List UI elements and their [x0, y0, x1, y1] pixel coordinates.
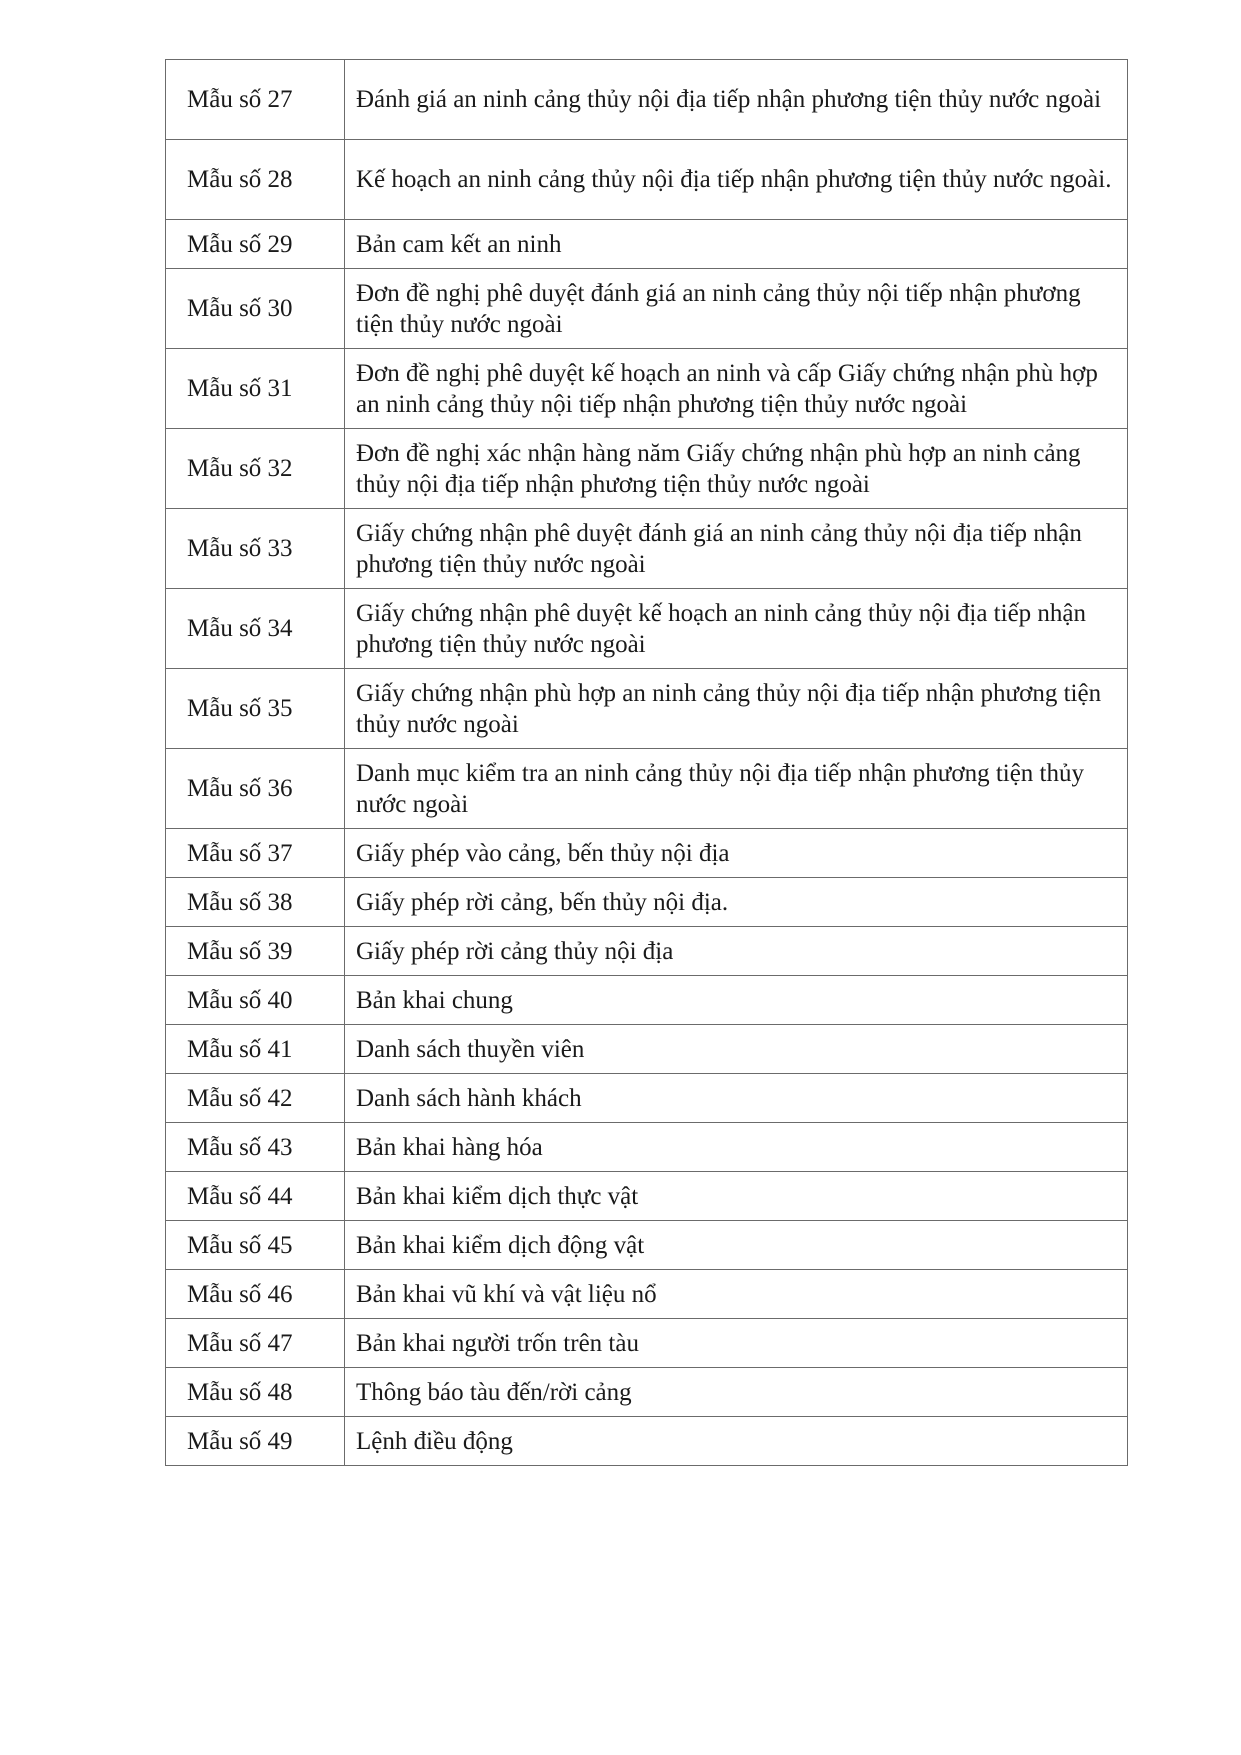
table-row — [166, 509, 1128, 589]
form-title-cell: Giấy chứng nhận phê duyệt kế hoạch an ninh cảng thủy nội địa tiếp nhận phương tiện thủy nước ngoài — [345, 589, 1128, 669]
table-row — [166, 1417, 1128, 1466]
form-code-cell: Mẫu số 29 — [166, 220, 345, 269]
form-title-cell: Lệnh điều động — [345, 1417, 1128, 1466]
form-list-body — [166, 60, 1128, 1466]
table-row — [166, 669, 1128, 749]
form-code-cell: Mẫu số 37 — [166, 829, 345, 878]
table-row — [166, 349, 1128, 429]
form-title-cell: Giấy chứng nhận phê duyệt đánh giá an ninh cảng thủy nội địa tiếp nhận phương tiện thủy nước ngoài — [345, 509, 1128, 589]
form-title-cell: Danh sách hành khách — [345, 1074, 1128, 1123]
form-code-cell: Mẫu số 31 — [166, 349, 345, 429]
table-row — [166, 269, 1128, 349]
form-title-cell: Giấy phép vào cảng, bến thủy nội địa — [345, 829, 1128, 878]
table-row — [166, 60, 1128, 140]
form-code-cell: Mẫu số 34 — [166, 589, 345, 669]
form-code-cell: Mẫu số 43 — [166, 1123, 345, 1172]
form-title-cell: Giấy chứng nhận phù hợp an ninh cảng thủy nội địa tiếp nhận phương tiện thủy nước ngoài — [345, 669, 1128, 749]
form-code-cell: Mẫu số 30 — [166, 269, 345, 349]
form-title-cell: Bản khai hàng hóa — [345, 1123, 1128, 1172]
form-title-cell: Danh mục kiểm tra an ninh cảng thủy nội địa tiếp nhận phương tiện thủy nước ngoài — [345, 749, 1128, 829]
form-code-cell: Mẫu số 38 — [166, 878, 345, 927]
table-row — [166, 220, 1128, 269]
form-code-cell: Mẫu số 35 — [166, 669, 345, 749]
form-title-cell: Đánh giá an ninh cảng thủy nội địa tiếp nhận phương tiện thủy nước ngoài — [345, 60, 1128, 140]
form-code-cell: Mẫu số 36 — [166, 749, 345, 829]
table-row — [166, 1074, 1128, 1123]
form-title-cell: Giấy phép rời cảng, bến thủy nội địa. — [345, 878, 1128, 927]
form-code-cell: Mẫu số 32 — [166, 429, 345, 509]
form-title-cell: Kế hoạch an ninh cảng thủy nội địa tiếp nhận phương tiện thủy nước ngoài. — [345, 140, 1128, 220]
form-title-cell: Đơn đề nghị phê duyệt kế hoạch an ninh và cấp Giấy chứng nhận phù hợp an ninh cảng thủy nội tiếp nhận phương tiện thủy nước ngoài — [345, 349, 1128, 429]
form-code-cell: Mẫu số 33 — [166, 509, 345, 589]
form-code-cell: Mẫu số 47 — [166, 1319, 345, 1368]
form-list-table — [165, 59, 1128, 1466]
form-code-cell: Mẫu số 44 — [166, 1172, 345, 1221]
form-code-cell: Mẫu số 42 — [166, 1074, 345, 1123]
form-title-cell: Danh sách thuyền viên — [345, 1025, 1128, 1074]
form-code-cell: Mẫu số 40 — [166, 976, 345, 1025]
form-code-cell: Mẫu số 28 — [166, 140, 345, 220]
form-title-cell: Bản khai vũ khí và vật liệu nổ — [345, 1270, 1128, 1319]
form-code-cell: Mẫu số 39 — [166, 927, 345, 976]
form-title-cell: Bản khai kiểm dịch động vật — [345, 1221, 1128, 1270]
form-code-cell: Mẫu số 49 — [166, 1417, 345, 1466]
form-title-cell: Bản khai người trốn trên tàu — [345, 1319, 1128, 1368]
table-row — [166, 1123, 1128, 1172]
table-row — [166, 1368, 1128, 1417]
form-code-cell: Mẫu số 46 — [166, 1270, 345, 1319]
table-row — [166, 1221, 1128, 1270]
table-row — [166, 878, 1128, 927]
form-code-cell: Mẫu số 45 — [166, 1221, 345, 1270]
table-row — [166, 140, 1128, 220]
form-title-cell: Bản khai kiểm dịch thực vật — [345, 1172, 1128, 1221]
form-title-cell: Bản khai chung — [345, 976, 1128, 1025]
form-code-cell: Mẫu số 41 — [166, 1025, 345, 1074]
table-row — [166, 927, 1128, 976]
table-row — [166, 1025, 1128, 1074]
form-code-cell: Mẫu số 48 — [166, 1368, 345, 1417]
table-row — [166, 1319, 1128, 1368]
table-row — [166, 829, 1128, 878]
form-title-cell: Bản cam kết an ninh — [345, 220, 1128, 269]
table-row — [166, 1172, 1128, 1221]
table-row — [166, 429, 1128, 509]
form-code-cell: Mẫu số 27 — [166, 60, 345, 140]
form-title-cell: Thông báo tàu đến/rời cảng — [345, 1368, 1128, 1417]
table-row — [166, 976, 1128, 1025]
table-row — [166, 1270, 1128, 1319]
table-row — [166, 589, 1128, 669]
table-row — [166, 749, 1128, 829]
form-title-cell: Đơn đề nghị xác nhận hàng năm Giấy chứng nhận phù hợp an ninh cảng thủy nội địa tiếp nhận phương tiện thủy nước ngoài — [345, 429, 1128, 509]
form-title-cell: Đơn đề nghị phê duyệt đánh giá an ninh cảng thủy nội tiếp nhận phương tiện thủy nước ngoài — [345, 269, 1128, 349]
form-title-cell: Giấy phép rời cảng thủy nội địa — [345, 927, 1128, 976]
